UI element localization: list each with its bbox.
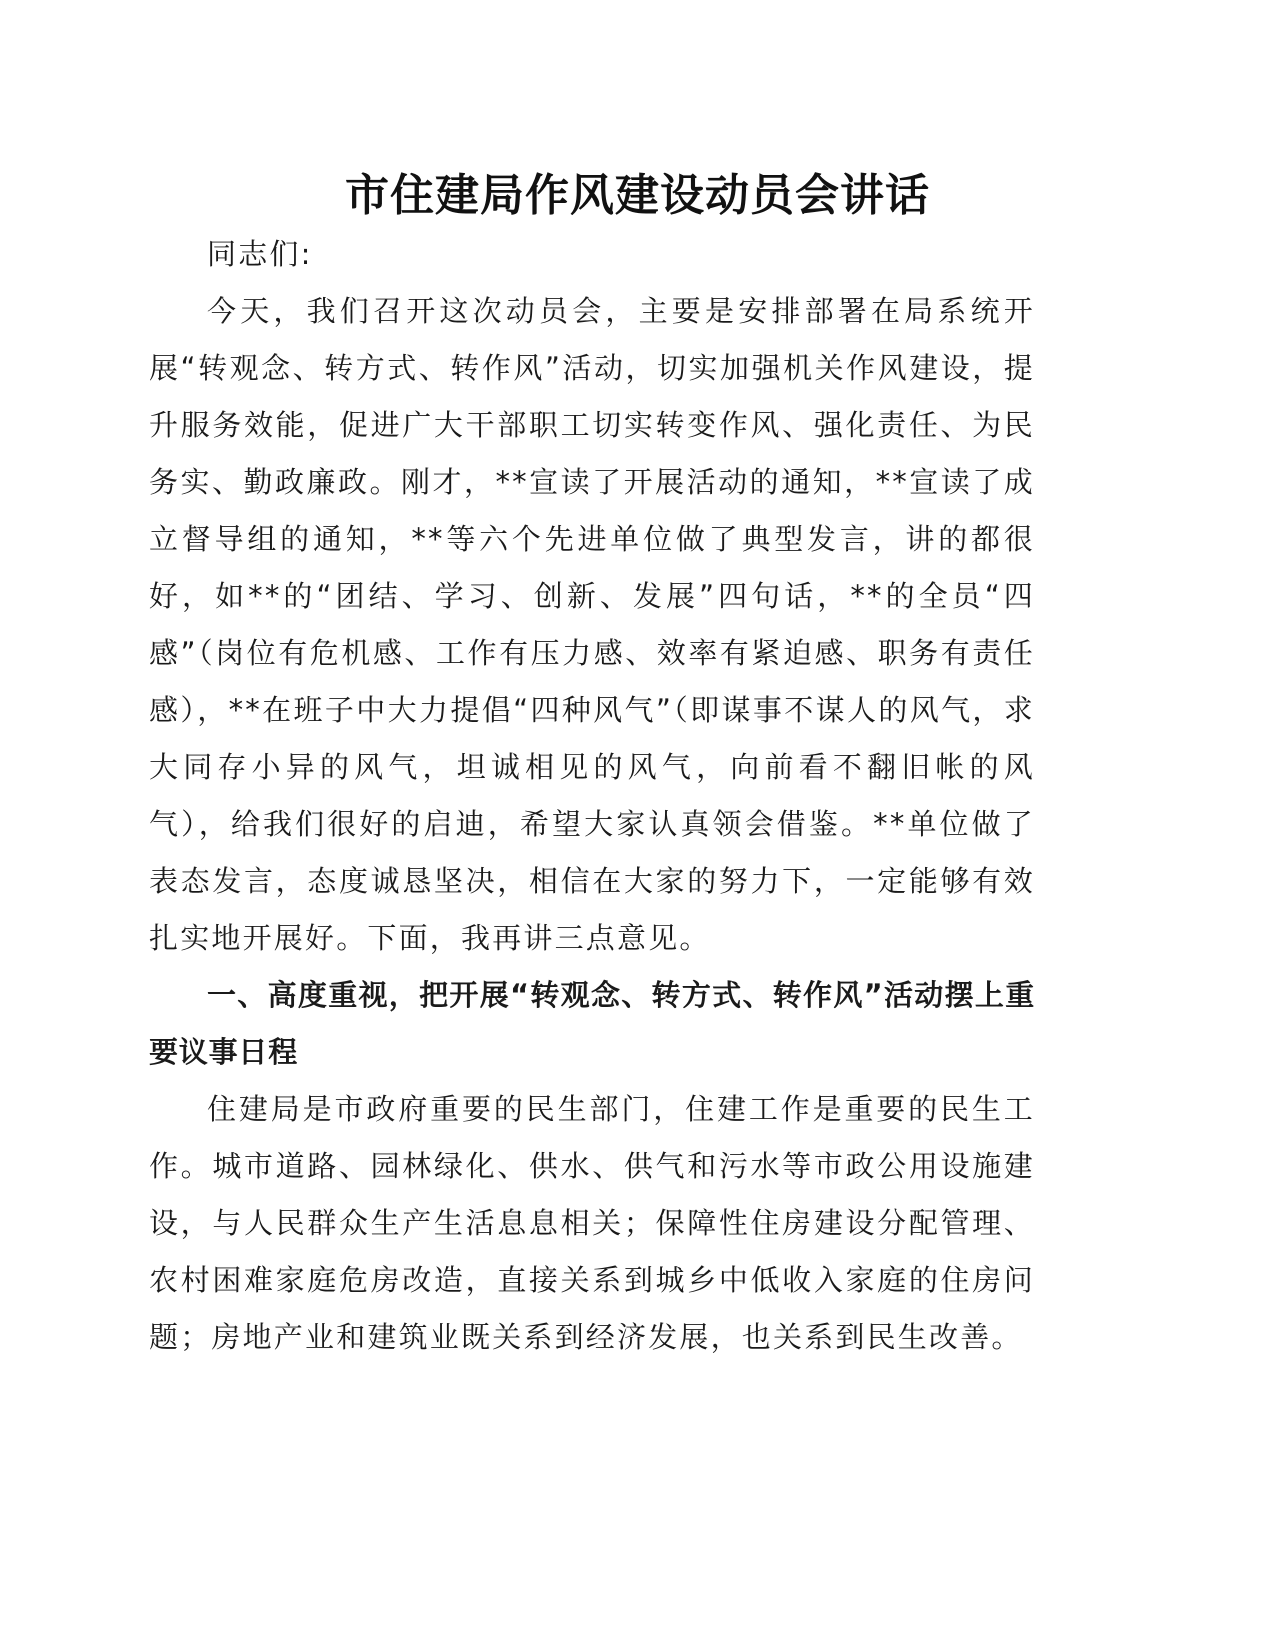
document-body bbox=[149, 226, 1035, 1366]
paragraph-intro: 今天，我们召开这次动员会，主要是安排部署在局系统开展“转观念、转方式、转作风”活动，切实加强机关作风建设，提升服务效能，促进广大干部职工切实转变作风、强化责任、为民务实、勤政廉政。刚才，**宣读了开展活动的通知，**宣读了成立督导组的通知，**等六个先进单位做了典型发言，讲的都很好，如**的“团结、学习、创新、发展”四句话，**的全员“四感”（岗位有危机感、工作有压力感、效率有紧迫感、职务有责任感），**在班子中大力提倡“四种风气”（即谋事不谋人的风气，求大同存小异的风气，坦诚相见的风气，向前看不翻旧帐的风气），给我们很好的启迪，希望大家认真领会借鉴。**单位做了表态发言，态度诚恳坚决，相信在大家的努力下，一定能够有效扎实地开展好。下面，我再讲三点意见。 bbox=[149, 294, 1035, 955]
salutation: 同志们: bbox=[207, 237, 313, 271]
document-title: 市住建局作风建设动员会讲话 bbox=[345, 170, 930, 221]
paragraph-section-1: 住建局是市政府重要的民生部门，住建工作是重要的民生工作。城市道路、园林绿化、供水、供气和污水等市政公用设施建设，与人民群众生产生活息息相关；保障性住房建设分配管理、农村困难家庭危房改造，直接关系到城乡中低收入家庭的住房问题；房地产业和建筑业既关系到经济发展，也关系到民生改善。 bbox=[149, 1092, 1035, 1354]
section-heading-1: 一、高度重视，把开展“转观念、转方式、转作风”活动摆上重要议事日程 bbox=[149, 978, 1035, 1069]
